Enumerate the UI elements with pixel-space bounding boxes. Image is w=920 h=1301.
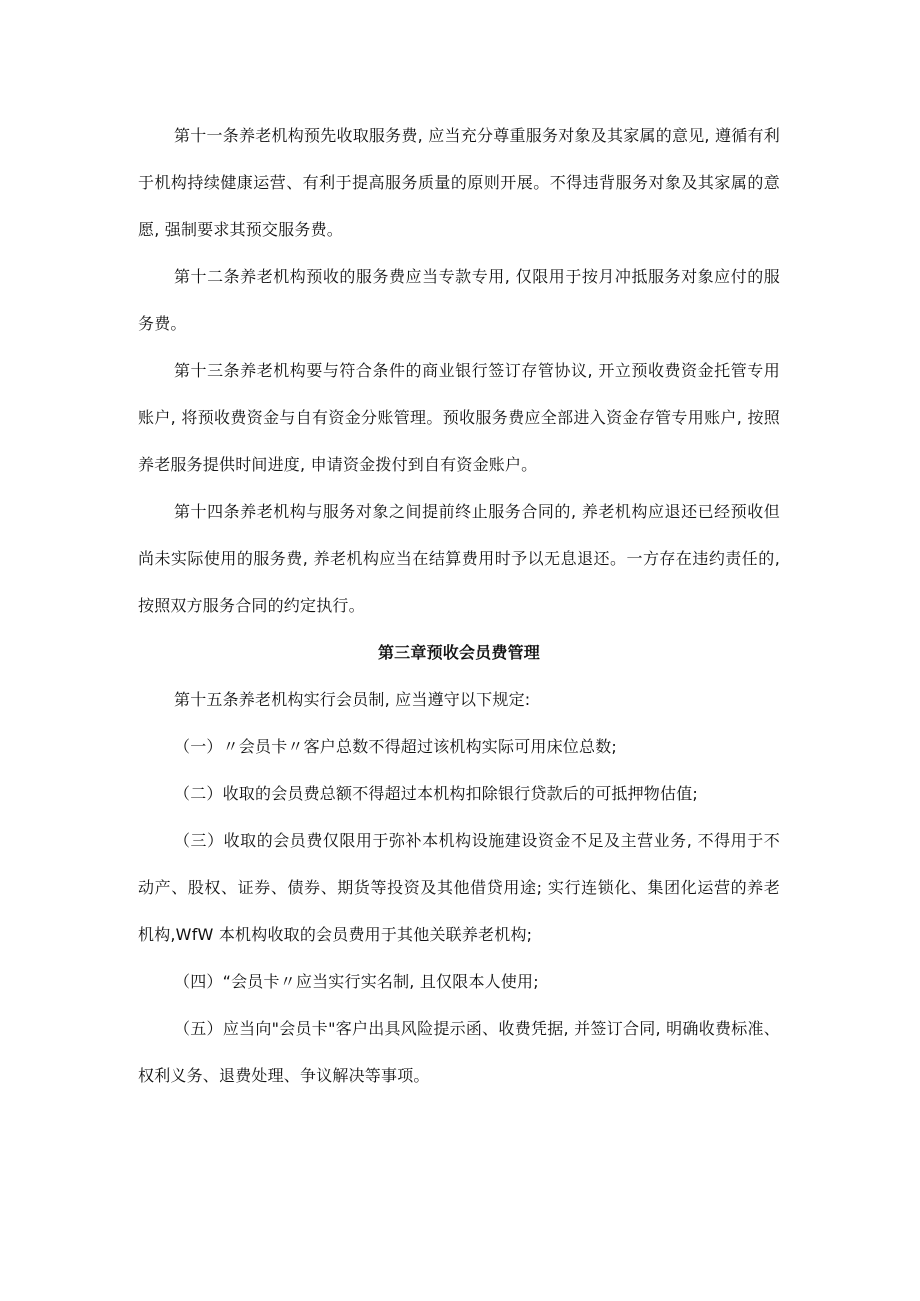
article-13-paragraph: 第十三条养老机构要与符合条件的商业银行签订存管协议, 开立预收费资金托管专用账户, 将预收费资金与自有资金分账管理。预收服务费应全部进入资金存管专用账户, 按照养老服务提供时间进度, 申请资金拨付到自有资金账户。 <box>138 361 780 474</box>
article-12-paragraph: 第十二条养老机构预收的服务费应当专款专用, 仅限用于按月冲抵服务对象应付的服务费。 <box>138 267 780 333</box>
list-item-1: （一）〃会员卡〃客户总数不得超过该机构实际可用床位总数; <box>174 737 617 756</box>
article-14-paragraph: 第十四条养老机构与服务对象之间提前终止服务合同的, 养老机构应退还已经预收但尚未实际使用的服务费, 养老机构应当在结算费用时予以无息退还。一方存在违约责任的, 按照双方服务合同的约定执行。 <box>138 502 780 615</box>
list-item-3: （三）收取的会员费仅限用于弥补本机构设施建设资金不足及主营业务, 不得用于不动产、股权、证券、债券、期货等投资及其他借贷用途; 实行连锁化、集团化运营的养老机构,WfW 本机构收取的会员费用于其他关联养老机构; <box>138 831 780 944</box>
list-item-4: （四）“会员卡〃应当实行实名制, 且仅限本人使用; <box>174 972 539 991</box>
article-11-paragraph: 第十一条养老机构预先收取服务费, 应当充分尊重服务对象及其家属的意见, 遵循有利于机构持续健康运营、有利于提高服务质量的原则开展。不得违背服务对象及其家属的意愿, 强制要求其预交服务费。 <box>138 126 780 239</box>
list-item-5: （五）应当向"会员卡"客户出具风险提示函、收费凭据, 并签订合同, 明确收费标准、权利义务、退费处理、争议解决等事项。 <box>138 1019 780 1085</box>
article-15-paragraph: 第十五条养老机构实行会员制, 应当遵守以下规定: <box>174 690 531 709</box>
document-body <box>138 112 780 1099</box>
list-item-2: （二）收取的会员费总额不得超过本机构扣除银行贷款后的可抵押物估值; <box>174 784 698 803</box>
chapter-title: 第三章预收会员费管理 <box>377 643 540 662</box>
